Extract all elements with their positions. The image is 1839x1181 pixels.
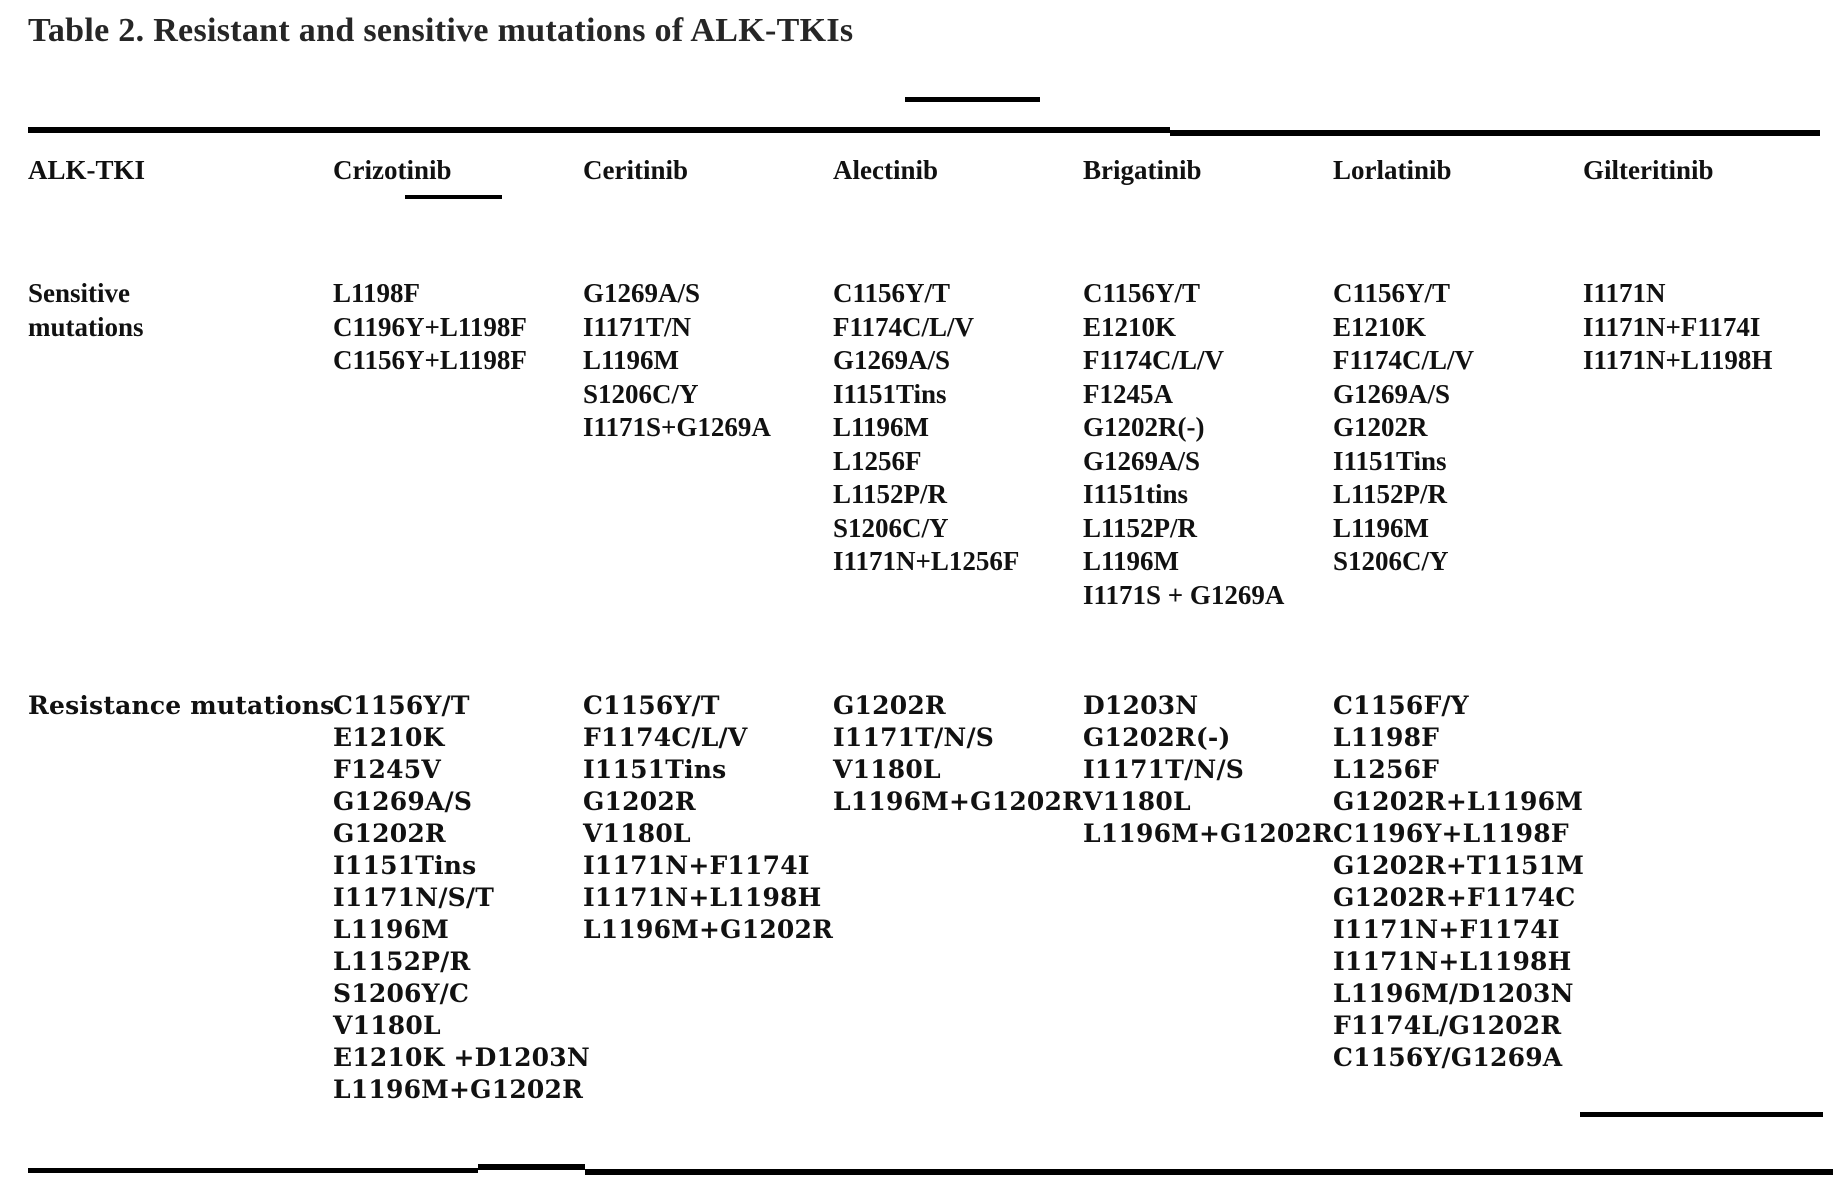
bottom-rule-right <box>585 1169 1833 1175</box>
mutation-entry: I1151tins <box>1083 479 1189 509</box>
sensitive-gilteritinib-cell <box>1583 277 1772 378</box>
top-rule-right <box>1170 130 1820 136</box>
mutation-entry: C1196Y+L1198F <box>1333 819 1569 848</box>
mutation-entry: L1256F <box>1333 755 1440 784</box>
sensitive-brigatinib-cell <box>1083 277 1284 612</box>
mutation-entry: C1156F/Y <box>1333 691 1469 720</box>
mutation-entry: I1171N+L1198H <box>1333 947 1572 976</box>
top-rule-fragment-upper <box>905 97 1040 102</box>
mutation-entry: I1171N+F1174I <box>1583 311 1761 342</box>
mutation-entry: L1196M+G1202R <box>333 1075 584 1104</box>
mutation-entry: E1210K +D1203N <box>333 1043 590 1072</box>
column-header-gilteritinib: Gilteritinib <box>1583 155 1714 185</box>
mutation-entry: I1171S + G1269A <box>1083 579 1285 610</box>
mutation-entry: I1171N+L1256F <box>833 546 1020 576</box>
column-header-brigatinib: Brigatinib <box>1083 155 1202 185</box>
bottom-rule-middle <box>478 1164 585 1170</box>
mutation-entry: I1171N+L1198H <box>583 883 822 912</box>
mutation-entry: V1180L <box>1083 787 1191 816</box>
mutation-entry: I1171N+F1174I <box>1333 915 1560 944</box>
mutation-entry: G1202R <box>333 819 446 848</box>
mutation-entry: I1171N <box>1583 278 1666 308</box>
mutation-entry: G1202R <box>583 787 696 816</box>
resistance-alectinib-cell <box>833 690 1083 818</box>
mutation-entry: L1256F <box>833 445 922 476</box>
mutation-entry: G1269A/S <box>833 345 951 375</box>
mutation-entry: I1171T/N/S <box>833 723 995 752</box>
mutation-entry: C1196Y+L1198F <box>333 311 527 342</box>
mutation-entry: C1156Y/T <box>1333 278 1451 308</box>
mutation-entry: I1171N+L1198H <box>1583 345 1773 375</box>
mutation-entry: I1151Tins <box>833 378 947 409</box>
mutation-entry: G1202R(-) <box>1083 412 1205 442</box>
sensitive-alectinib-cell <box>833 277 1019 579</box>
sensitive-crizotinib-cell <box>333 277 527 378</box>
resistance-crizotinib-cell <box>333 690 590 1106</box>
mutation-entry: D1203N <box>1083 691 1199 720</box>
mutation-entry: C1156Y/T <box>583 691 720 720</box>
mutation-entry: G1202R+F1174C <box>1333 883 1576 912</box>
mutation-entry: V1180L <box>333 1011 441 1040</box>
mutation-entry: F1174C/L/V <box>1083 345 1225 375</box>
mutation-entry: G1269A/S <box>333 787 473 816</box>
mutation-entry: I1151Tins <box>583 755 727 784</box>
mutation-entry: L1196M <box>1083 546 1180 576</box>
mutation-entry: F1245V <box>333 755 441 784</box>
mutation-entry: S1206Y/C <box>333 979 470 1008</box>
bottom-rule-left <box>28 1168 478 1173</box>
mutation-entry: L1152P/R <box>1083 512 1198 543</box>
mutation-entry: G1269A/S <box>1333 378 1451 409</box>
mutation-entry: L1196M+G1202R <box>833 787 1084 816</box>
resistance-lorlatinib-cell <box>1333 690 1584 1074</box>
column-header-crizotinib: Crizotinib <box>333 155 452 185</box>
mutation-entry: L1152P/R <box>333 947 471 976</box>
mutation-entry: V1180L <box>583 819 691 848</box>
mutation-entry: L1196M <box>333 915 450 944</box>
sensitive-ceritinib-cell <box>583 277 771 445</box>
mutation-entry: S1206C/Y <box>583 378 699 409</box>
mutation-entry: I1171N/S/T <box>333 883 495 912</box>
mutation-entry: F1174C/L/V <box>1333 345 1475 375</box>
mutation-entry: I1151Tins <box>1333 445 1447 476</box>
column-header-alectinib: Alectinib <box>833 155 938 185</box>
column-header-lorlatinib: Lorlatinib <box>1333 155 1452 185</box>
table-title: Table 2. Resistant and sensitive mutations of ALK-TKIs <box>28 12 854 49</box>
row-label-line-1: Sensitive <box>28 278 131 308</box>
mutation-entry: C1156Y/T <box>333 691 470 720</box>
mutation-entry: G1269A/S <box>1083 445 1201 476</box>
row-label-line-2: mutations <box>28 311 144 342</box>
resistance-ceritinib-cell <box>583 690 833 946</box>
header-underline-fragment <box>405 195 502 199</box>
mutation-entry: G1202R <box>1333 412 1428 442</box>
column-header-alk-tki: ALK-TKI <box>28 155 146 185</box>
mutation-entry: S1206C/Y <box>833 512 949 543</box>
mutation-entry: L1196M/D1203N <box>1333 979 1574 1008</box>
mutation-entry: L1198F <box>333 278 421 308</box>
mutation-entry: E1210K <box>333 723 445 752</box>
mutation-entry: F1174C/L/V <box>833 311 975 342</box>
mutation-entry: I1171S+G1269A <box>583 412 771 442</box>
mutation-entry: F1174L/G1202R <box>1333 1011 1562 1040</box>
mutation-entry: L1198F <box>1333 723 1440 752</box>
mutation-entry: G1202R+L1196M <box>1333 787 1584 816</box>
mutation-entry: I1171T/N <box>583 311 692 342</box>
mutation-entry: L1152P/R <box>1333 479 1448 509</box>
mutation-entry: C1156Y+L1198F <box>333 345 527 375</box>
mutation-entry: G1202R+T1151M <box>1333 851 1585 880</box>
mutation-entry: I1171N+F1174I <box>583 851 810 880</box>
mutation-entry: L1196M <box>1333 512 1430 543</box>
row-label-resistance-mutations: Resistance mutations <box>28 691 335 720</box>
sensitive-lorlatinib-cell <box>1333 277 1474 579</box>
stray-rule-gilteritinib-column <box>1580 1112 1823 1117</box>
mutation-entry: I1171T/N/S <box>1083 755 1245 784</box>
mutation-entry: G1202R(-) <box>1083 723 1231 752</box>
mutation-entry: L1196M <box>583 345 680 375</box>
mutation-entry: E1210K <box>1083 311 1177 342</box>
mutation-entry: F1245A <box>1083 378 1173 409</box>
mutation-entry: L1196M <box>833 412 930 442</box>
mutation-entry: F1174C/L/V <box>583 723 748 752</box>
mutation-entry: G1269A/S <box>583 278 701 308</box>
mutation-entry: G1202R <box>833 691 946 720</box>
resistance-brigatinib-cell <box>1083 690 1333 850</box>
mutation-entry: L1196M+G1202R <box>583 915 834 944</box>
mutation-entry: C1156Y/T <box>833 278 951 308</box>
mutation-entry: C1156Y/T <box>1083 278 1201 308</box>
mutation-entry: L1152P/R <box>833 479 948 509</box>
mutation-entry: V1180L <box>833 755 941 784</box>
mutation-entry: C1156Y/G1269A <box>1333 1043 1563 1072</box>
row-label-sensitive-mutations <box>28 277 144 344</box>
mutation-entry: E1210K <box>1333 311 1427 342</box>
mutation-entry: L1196M+G1202R <box>1083 819 1334 848</box>
top-rule-left <box>28 127 1170 133</box>
column-header-ceritinib: Ceritinib <box>583 155 688 185</box>
mutation-entry: I1151Tins <box>333 851 477 880</box>
mutation-entry: S1206C/Y <box>1333 546 1449 576</box>
